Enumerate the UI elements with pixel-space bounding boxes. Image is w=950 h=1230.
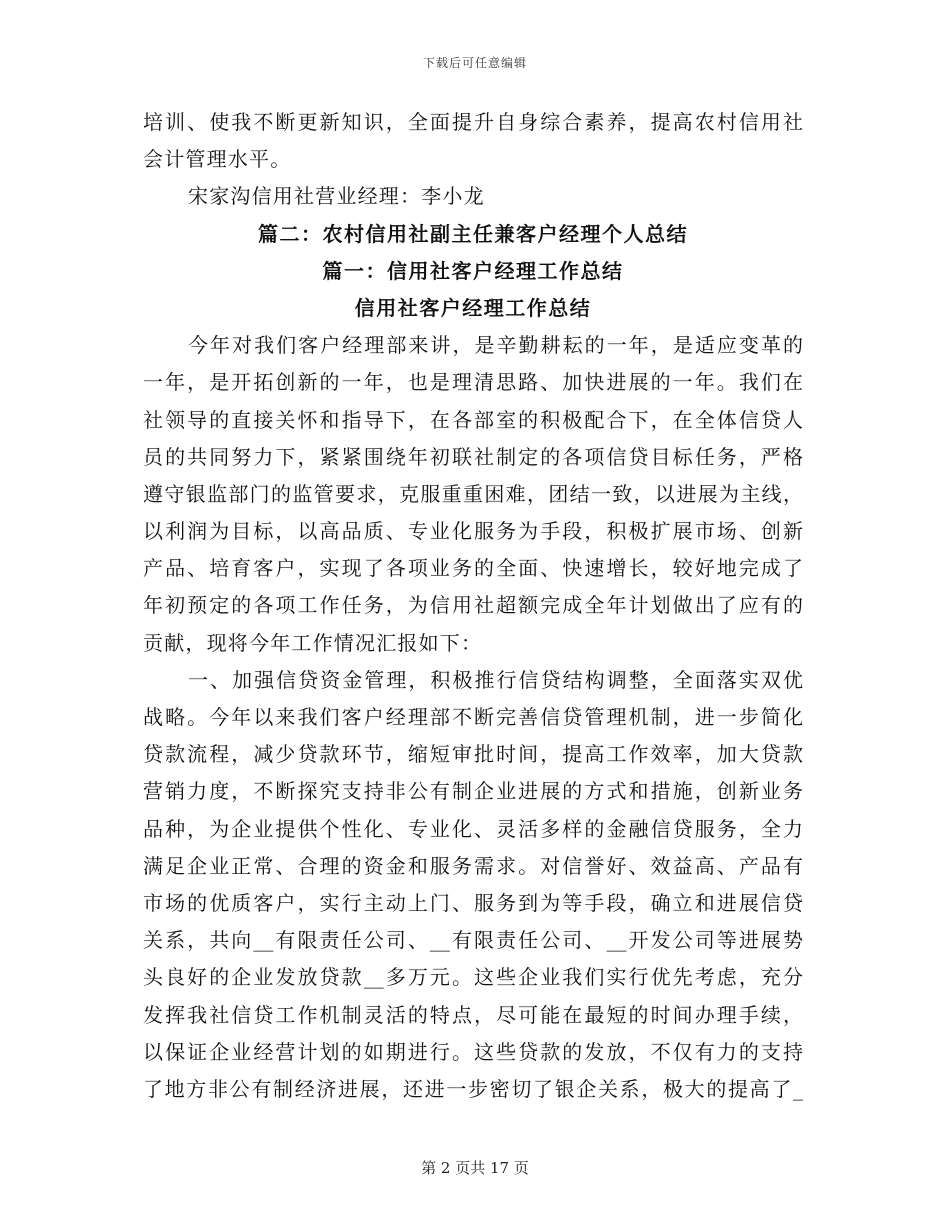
body-line: 关系，共向__有限责任公司、__有限责任公司、__开发公司等进展势 bbox=[143, 928, 803, 953]
body-line: 战略。今年以来我们客户经理部不断完善信贷管理机制，进一步简化 bbox=[143, 705, 803, 729]
body-line: 了地方非公有制经济进展，还进一步密切了银企关系，极大的提高了_ bbox=[143, 1076, 803, 1101]
body-line: 一年，是开拓创新的一年，也是理清思路、加快进展的一年。我们在 bbox=[143, 370, 803, 395]
body-line: 遵守银监部门的监管要求，克服重重困难，团结一致，以进展为主线， bbox=[143, 481, 803, 506]
section-heading: 篇一：信用社客户经理工作总结 bbox=[322, 258, 624, 283]
body-line: 贷款流程，减少贷款环节，缩短审批时间，提高工作效率，加大贷款 bbox=[143, 742, 803, 767]
body-line: 员的共同努力下，紧紧围绕年初联社制定的各项信贷目标任务，严格 bbox=[143, 444, 803, 469]
body-line: 产品、培育客户，实现了各项业务的全面、快速增长，较好地完成了 bbox=[143, 556, 803, 581]
section-heading: 篇二：农村信用社副主任兼客户经理个人总结 bbox=[258, 221, 688, 246]
document-body bbox=[143, 104, 803, 1108]
body-line: 发挥我社信贷工作机制灵活的特点，尽可能在最短的时间办理手续， bbox=[143, 1002, 803, 1027]
body-line: 营销力度，不断探究支持非公有制企业进展的方式和措施，创新业务 bbox=[143, 779, 803, 804]
body-line: 头良好的企业发放贷款__多万元。这些企业我们实行优先考虑，充分 bbox=[143, 965, 803, 990]
body-line: 社领导的直接关怀和指导下，在各部室的积极配合下，在全体信贷人 bbox=[143, 407, 803, 432]
body-line: 品种，为企业提供个性化、专业化、灵活多样的金融信贷服务，全力 bbox=[143, 816, 803, 841]
page-number-footer: 第 2 页共 17 页 bbox=[421, 1159, 529, 1177]
body-line: 以利润为目标，以高品质、专业化服务为手段，积极扩展市场、创新 bbox=[143, 519, 803, 544]
body-line: 市场的优质客户，实行主动上门、服务到为等手段，确立和进展信贷 bbox=[143, 890, 803, 915]
page-header-note: 下载后可任意编辑 bbox=[422, 56, 527, 70]
signature-line: 宋家沟信用社营业经理：李小龙 bbox=[188, 184, 485, 209]
body-line: 年初预定的各项工作任务，为信用社超额完成全年计划做出了应有的 bbox=[143, 593, 803, 618]
body-line: 培训、使我不断更新知识，全面提升自身综合素养，提高农村信用社 bbox=[143, 110, 803, 134]
body-line: 以保证企业经营计划的如期进行。这些贷款的发放，不仅有力的支持 bbox=[143, 1039, 803, 1064]
body-line: 一、加强信贷资金管理，积极推行信贷结构调整，全面落实双优 bbox=[188, 667, 803, 692]
document-title: 信用社客户经理工作总结 bbox=[354, 295, 592, 320]
body-line: 贡献，现将今年工作情况汇报如下： bbox=[143, 630, 483, 655]
body-line: 今年对我们客户经理部来讲，是辛勤耕耘的一年，是适应变革的 bbox=[188, 333, 803, 358]
body-line: 满足企业正常、合理的资金和服务需求。对信誉好、效益高、产品有 bbox=[143, 853, 803, 878]
body-line: 会计管理水平。 bbox=[143, 147, 292, 172]
